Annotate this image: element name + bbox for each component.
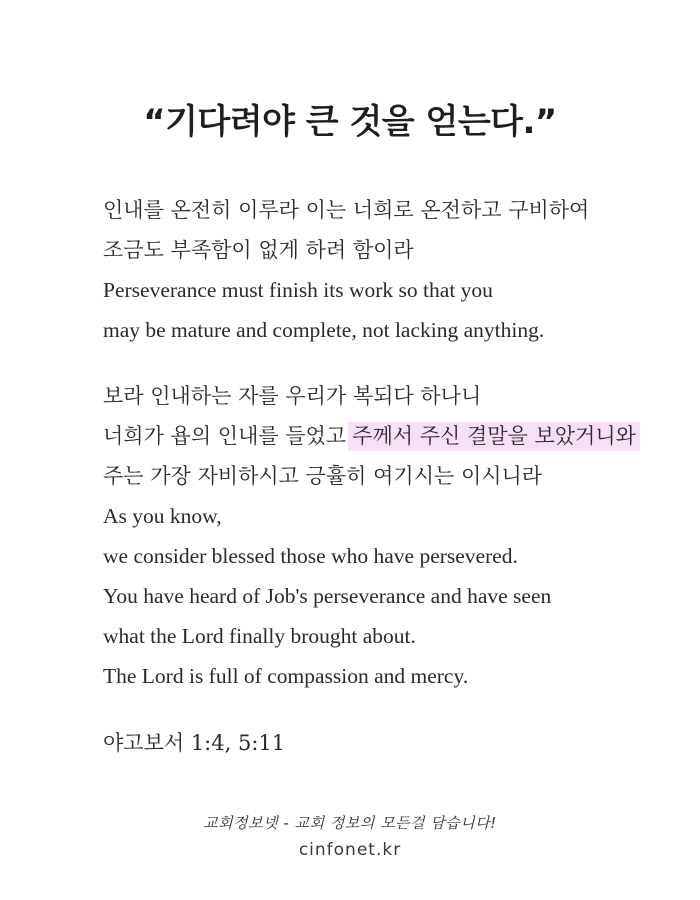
verse-line-english: may be mature and complete, not lacking anything. <box>103 318 545 342</box>
verse-line-english: As you know, <box>103 504 222 528</box>
verse-line-english: we consider blessed those who have persevered. <box>103 544 518 568</box>
verse-line-korean: 조금도 부족함이 없게 하려 함이라 <box>103 238 414 262</box>
verse-line-english: The Lord is full of compassion and mercy. <box>103 664 469 688</box>
footer-tagline: 교회정보넷 - 교회 정보의 모든걸 담습니다! <box>203 814 497 832</box>
verse-line-english: You have heard of Job's perseverance and have seen <box>103 584 552 608</box>
footer-url: cinfonet.kr <box>298 840 402 860</box>
verse-line-english: Perseverance must finish its work so that you <box>103 278 493 302</box>
verse-line-korean-highlighted <box>103 416 663 456</box>
highlighted-phrase: 주께서 주신 결말을 보았거니와 <box>348 422 640 451</box>
verse-passage-2 <box>103 376 663 696</box>
verse-line-korean: 인내를 온전히 이루라 이는 너희로 온전하고 구비하여 <box>103 198 590 222</box>
page-title: “기다려야 큰 것을 얻는다.” <box>143 102 557 142</box>
verse-line-korean: 보라 인내하는 자를 우리가 복되다 하나니 <box>103 384 482 408</box>
verse-line-english: what the Lord finally brought about. <box>103 624 416 648</box>
verse-text: 너희가 욥의 인내를 들었고 <box>103 424 347 448</box>
verse-line-korean: 주는 가장 자비하시고 긍휼히 여기시는 이시니라 <box>103 464 543 488</box>
scripture-reference: 야고보서 1:4, 5:11 <box>103 731 286 755</box>
verse-passage-1 <box>103 190 663 350</box>
